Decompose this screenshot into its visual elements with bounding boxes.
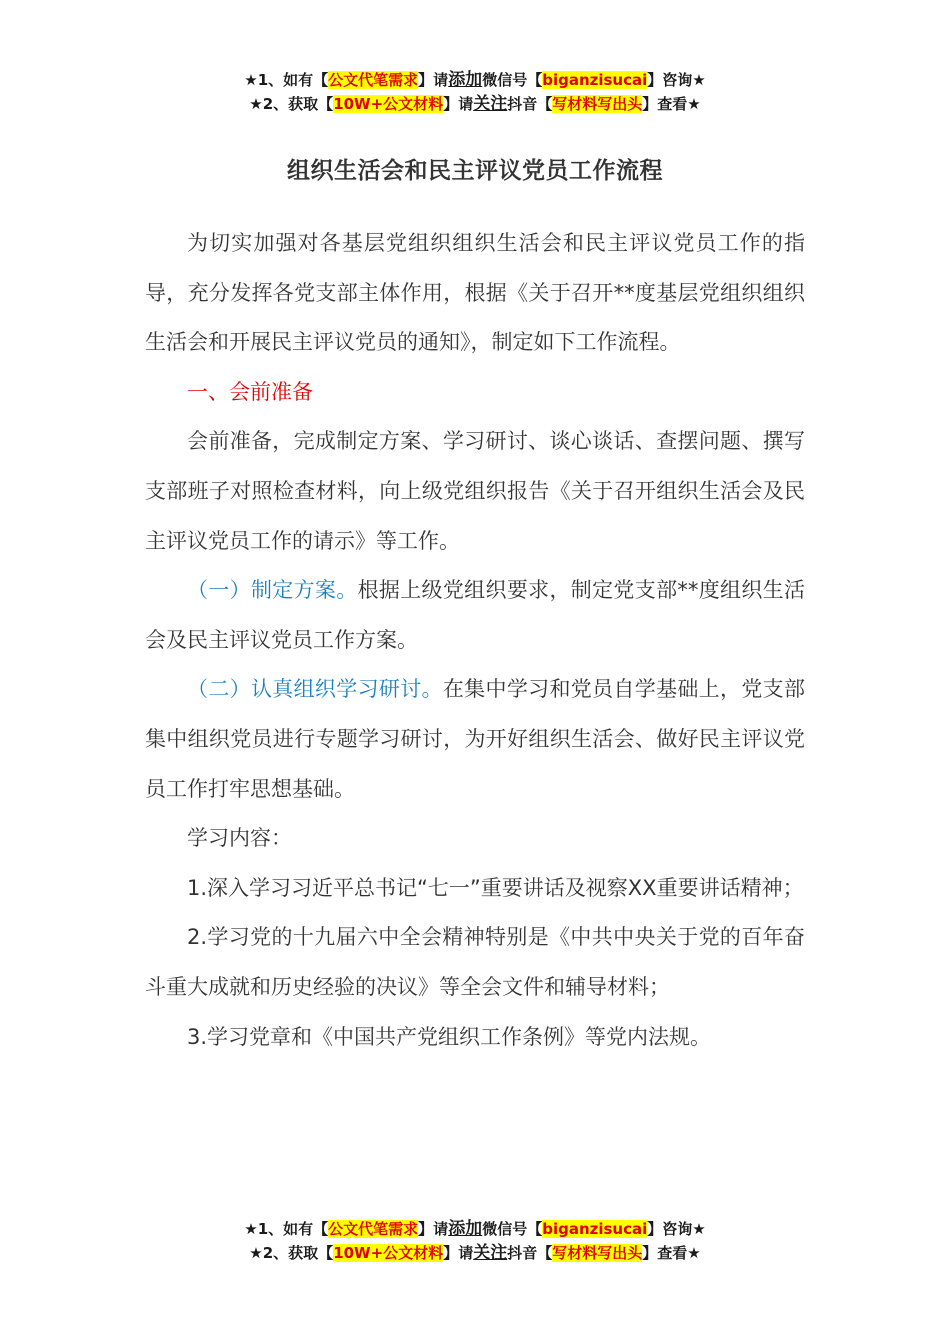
item-1-label: （一）制定方案。 bbox=[187, 578, 358, 603]
section-1-paragraph: 会前准备，完成制定方案、学习研讨、谈心谈话、查摆问题、撰写支部班子对照检查材料，向上级党组织报告《关于召开组织生活会及民主评议党员工作的请示》等工作。 bbox=[145, 429, 805, 553]
emphasis-follow: 关注 bbox=[473, 94, 508, 114]
highlight-service: 公文代笔需求 bbox=[328, 71, 419, 89]
document-body bbox=[145, 219, 805, 1062]
study-item-3: 3.学习党章和《中国共产党组织工作条例》等党内法规。 bbox=[187, 1024, 712, 1049]
study-heading: 学习内容： bbox=[187, 826, 292, 851]
footer-line-2: ★2、获取【10W+公文材料】请关注抖音【写材料写出头】查看★ bbox=[249, 1243, 701, 1263]
item-1-paragraph bbox=[145, 566, 805, 665]
item-1-text: 根据上级党组织要求，制定党支部**度组织生活会及民主评议党员工作方案。 bbox=[145, 578, 806, 652]
highlight-wechat-id: biganzisucai bbox=[542, 71, 648, 89]
banner-line-2: ★2、获取【10W+公文材料】请关注抖音【写材料写出头】查看★ bbox=[249, 94, 701, 114]
footer-line-1: ★1、如有【公文代笔需求】请添加微信号【biganzisucai】咨询★ bbox=[244, 1219, 706, 1239]
item-2-label: （二）认真组织学习研讨。 bbox=[187, 677, 443, 702]
item-2-paragraph bbox=[145, 665, 805, 814]
emphasis-add: 添加 bbox=[448, 70, 483, 90]
document-title: 组织生活会和民主评议党员工作流程 bbox=[287, 158, 663, 184]
intro-paragraph: 为切实加强对各基层党组织组织生活会和民主评议党员工作的指导，充分发挥各党支部主体作用，根据《关于召开**度基层党组织组织生活会和开展民主评议党员的通知》，制定如下工作流程。 bbox=[145, 231, 805, 355]
footer-banner bbox=[0, 1217, 950, 1265]
item-2-text: 在集中学习和党员自学基础上，党支部集中组织党员进行专题学习研讨，为开好组织生活会、做好民主评议党员工作打牢思想基础。 bbox=[145, 677, 806, 801]
header-banner bbox=[0, 68, 950, 116]
highlight-materials: 10W+公文材料 bbox=[333, 95, 444, 113]
banner-line-1: ★1、如有【公文代笔需求】请添加微信号【biganzisucai】咨询★ bbox=[244, 70, 706, 90]
highlight-douyin: 写材料写出头 bbox=[552, 95, 643, 113]
study-item-1: 1.深入学习习近平总书记“七一”重要讲话及视察XX重要讲话精神； bbox=[187, 875, 804, 900]
section-heading-1: 一、会前准备 bbox=[187, 379, 313, 404]
study-item-2: 2.学习党的十九届六中全会精神特别是《中共中央关于党的百年奋斗重大成就和历史经验的决议》等全会文件和辅导材料； bbox=[145, 925, 805, 999]
